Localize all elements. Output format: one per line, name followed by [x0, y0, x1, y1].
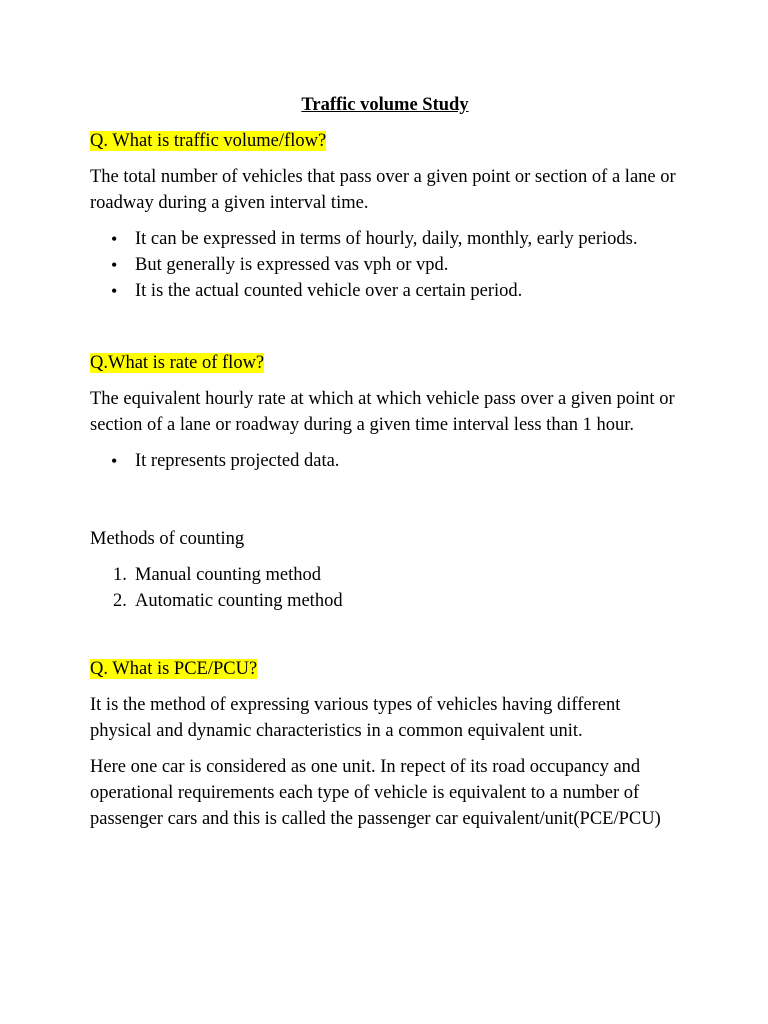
- definition-rate-of-flow: The equivalent hourly rate at which at which vehicle pass over a given point or section of a lane or roadway during a given time interval less than 1 hour.: [90, 389, 675, 435]
- list-item: [111, 448, 680, 474]
- list-item-text: But generally is expressed vas vph or vpd.: [135, 255, 449, 275]
- question-traffic-volume: [90, 128, 680, 154]
- list-item: [111, 278, 680, 304]
- traffic-volume-bullet-list: [90, 226, 680, 304]
- list-item: [111, 252, 680, 278]
- bullet-icon: •: [111, 281, 118, 301]
- counting-methods-list: [90, 562, 680, 614]
- list-item: [111, 226, 680, 252]
- list-item-text: Manual counting method: [135, 565, 321, 585]
- list-item-text: It represents projected data.: [135, 451, 340, 471]
- rate-of-flow-bullet-list: [90, 448, 680, 474]
- bullet-icon: •: [111, 255, 118, 275]
- definition-traffic-volume: The total number of vehicles that pass over a given point or section of a lane or roadway during a given interval time.: [90, 167, 676, 213]
- question-text: Q. What is traffic volume/flow?: [90, 131, 327, 151]
- list-item-text: It can be expressed in terms of hourly, daily, monthly, early periods.: [135, 229, 638, 249]
- question-text: Q. What is PCE/PCU?: [90, 659, 258, 679]
- methods-heading: Methods of counting: [90, 529, 245, 549]
- list-number: 1.: [113, 565, 127, 585]
- question-pce-pcu: [90, 656, 680, 682]
- definition-pce-pcu: It is the method of expressing various types of vehicles having different physical and dynamic characteristics in a common equivalent unit.: [90, 695, 621, 741]
- bullet-icon: •: [111, 451, 118, 471]
- question-rate-of-flow: [90, 350, 680, 376]
- pce-pcu-explanation: Here one car is considered as one unit. In repect of its road occupancy and operational requirements each type of vehicle is equivalent to a number of passenger cars and this is called the passenger car equivalent/unit(PCE/PCU): [90, 757, 661, 829]
- document-title: Traffic volume Study: [301, 95, 469, 115]
- question-text: Q.What is rate of flow?: [90, 353, 265, 373]
- list-item-text: Automatic counting method: [135, 591, 343, 611]
- bullet-icon: •: [111, 229, 118, 249]
- list-item: [113, 588, 680, 614]
- list-item-text: It is the actual counted vehicle over a certain period.: [135, 281, 523, 301]
- list-number: 2.: [113, 591, 127, 611]
- document-page: [90, 92, 680, 842]
- list-item: [113, 562, 680, 588]
